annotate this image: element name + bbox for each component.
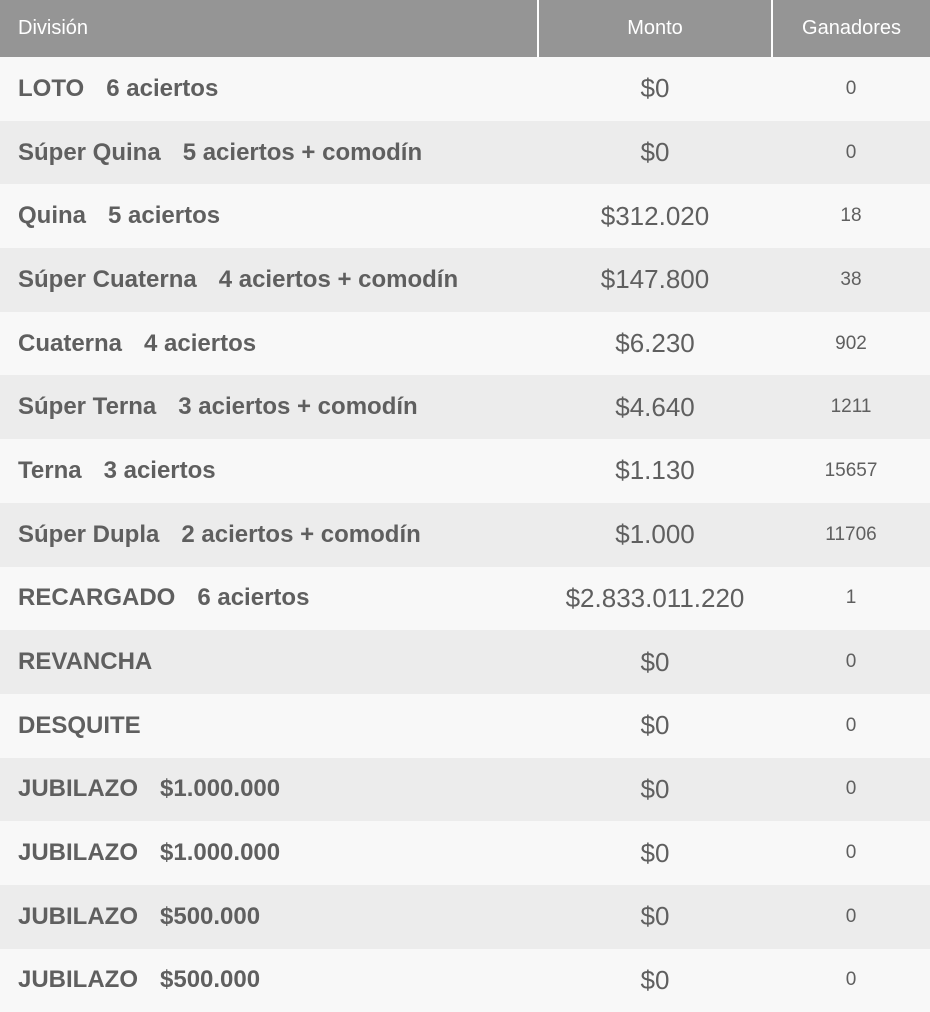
monto-cell: $0 — [640, 964, 670, 995]
division-cell — [0, 57, 538, 121]
table-row — [0, 57, 930, 121]
monto-cell: $1.000 — [615, 519, 695, 550]
monto-cell: $0 — [640, 73, 670, 104]
division-cell — [0, 885, 538, 949]
table-row — [0, 375, 930, 439]
monto-cell: $0 — [640, 137, 670, 168]
monto-cell: $0 — [640, 646, 670, 677]
division-detail: 3 aciertos + comodín — [178, 393, 418, 421]
table-row — [0, 758, 930, 822]
ganadores-cell: 0 — [845, 969, 857, 991]
division-cell — [0, 758, 538, 822]
table-row — [0, 821, 930, 885]
division-detail: 4 aciertos — [144, 329, 257, 357]
ganadores-cell: 18 — [840, 205, 862, 227]
division-name: Súper Dupla — [18, 520, 160, 548]
division-name: JUBILAZO — [18, 775, 138, 803]
table-row — [0, 121, 930, 185]
division-detail: 2 aciertos + comodín — [181, 520, 421, 548]
ganadores-cell: 11706 — [825, 523, 877, 545]
ganadores-cell: 0 — [845, 905, 857, 927]
division-name: RECARGADO — [18, 584, 176, 612]
division-name: Súper Quina — [18, 138, 161, 166]
table-row — [0, 630, 930, 694]
division-name: JUBILAZO — [18, 902, 138, 930]
column-header-ganadores: Ganadores — [772, 0, 930, 57]
division-cell — [0, 630, 538, 694]
table-row — [0, 694, 930, 758]
division-name: Quina — [18, 202, 87, 230]
ganadores-cell: 38 — [840, 268, 862, 290]
division-cell — [0, 439, 538, 503]
monto-cell: $147.800 — [600, 264, 710, 295]
division-name: Cuaterna — [18, 329, 123, 357]
monto-cell: $312.020 — [600, 200, 710, 231]
monto-cell: $0 — [640, 710, 670, 741]
division-cell — [0, 949, 538, 1012]
division-cell — [0, 503, 538, 567]
ganadores-cell: 0 — [845, 714, 857, 736]
monto-cell: $0 — [640, 901, 670, 932]
division-detail: 6 aciertos — [197, 584, 310, 612]
table-row — [0, 184, 930, 248]
ganadores-cell: 0 — [845, 651, 857, 673]
table-header — [0, 0, 930, 57]
division-cell — [0, 567, 538, 631]
table-body — [0, 57, 930, 1012]
header-row — [0, 0, 930, 57]
table-row — [0, 949, 930, 1012]
division-detail: 3 aciertos — [103, 456, 216, 484]
division-name: Súper Cuaterna — [18, 265, 197, 293]
division-cell — [0, 184, 538, 248]
monto-cell: $2.833.011.220 — [565, 582, 745, 613]
monto-cell: $6.230 — [615, 328, 695, 359]
division-detail: 6 aciertos — [106, 74, 219, 102]
division-name: Terna — [18, 456, 82, 484]
division-detail: $1.000.000 — [160, 839, 281, 867]
division-detail: 4 aciertos + comodín — [218, 265, 459, 293]
ganadores-cell: 902 — [835, 332, 867, 354]
ganadores-cell: 1211 — [830, 396, 872, 418]
ganadores-cell: 0 — [845, 77, 857, 99]
division-cell — [0, 821, 538, 885]
monto-cell: $0 — [640, 837, 670, 868]
division-detail: 5 aciertos — [108, 202, 221, 230]
table-row — [0, 248, 930, 312]
division-cell — [0, 312, 538, 376]
table-row — [0, 503, 930, 567]
ganadores-cell: 0 — [845, 141, 857, 163]
ganadores-cell: 0 — [845, 778, 857, 800]
division-name: JUBILAZO — [18, 966, 138, 994]
ganadores-cell: 1 — [845, 587, 857, 609]
table-row — [0, 567, 930, 631]
division-detail: 5 aciertos + comodín — [182, 138, 423, 166]
division-detail: $500.000 — [160, 966, 261, 994]
division-detail: $500.000 — [160, 902, 261, 930]
monto-cell: $1.130 — [615, 455, 695, 486]
column-header-monto: Monto — [538, 0, 772, 57]
division-name: Súper Terna — [18, 393, 157, 421]
column-header-division: División — [0, 0, 538, 57]
table-row — [0, 312, 930, 376]
division-name: LOTO — [18, 74, 85, 102]
ganadores-cell: 15657 — [824, 459, 878, 481]
monto-cell: $4.640 — [615, 391, 695, 422]
division-name: DESQUITE — [18, 711, 141, 739]
division-detail: $1.000.000 — [160, 775, 281, 803]
division-cell — [0, 694, 538, 758]
table-row — [0, 439, 930, 503]
division-cell — [0, 375, 538, 439]
division-name: JUBILAZO — [18, 839, 138, 867]
division-name: REVANCHA — [18, 648, 153, 676]
table-row — [0, 885, 930, 949]
division-cell — [0, 121, 538, 185]
monto-cell: $0 — [640, 773, 670, 804]
ganadores-cell: 0 — [845, 842, 857, 864]
division-cell — [0, 248, 538, 312]
